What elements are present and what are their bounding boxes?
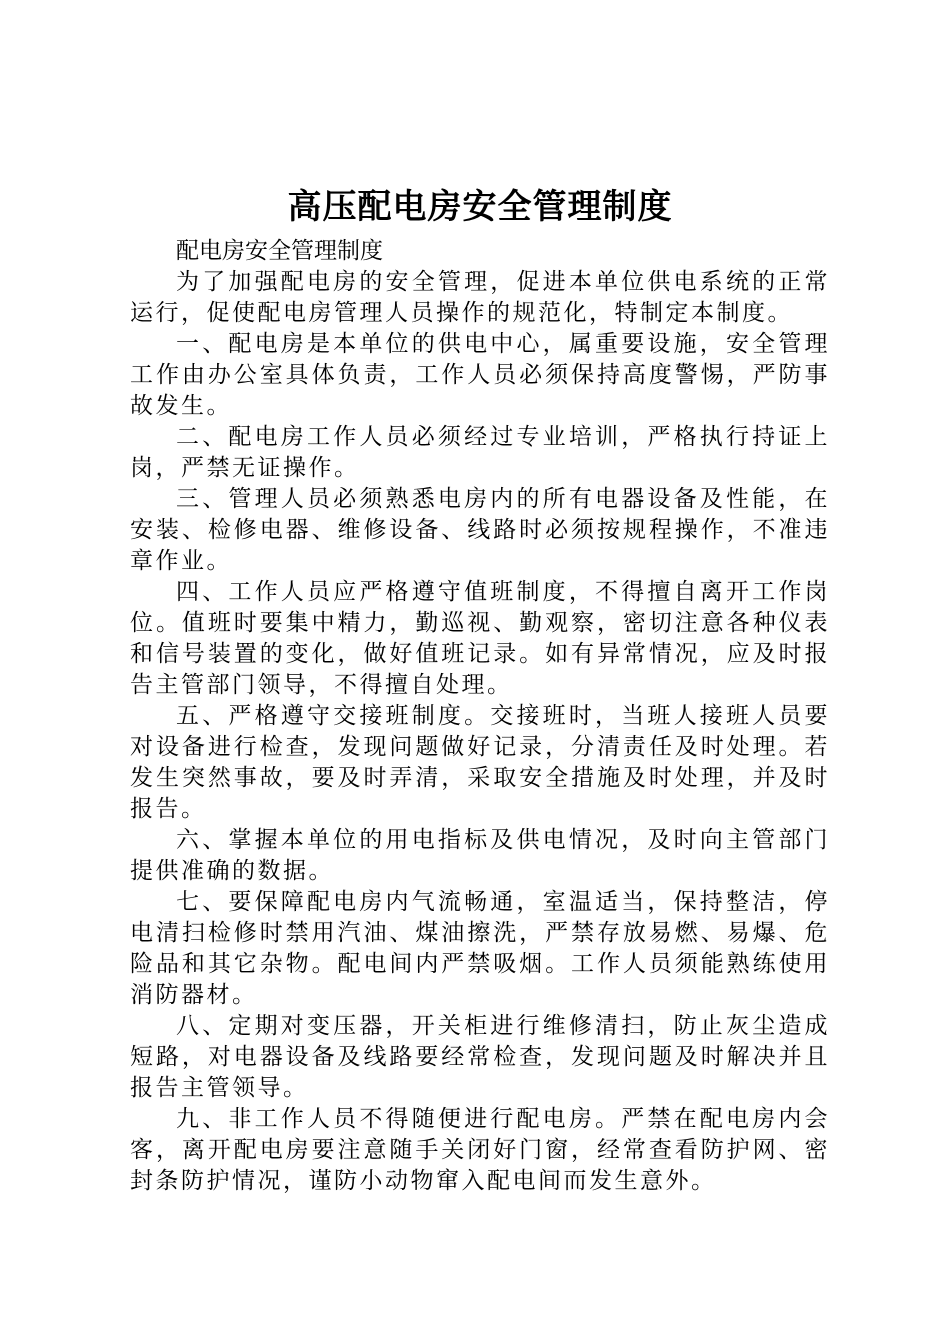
paragraph-rule-7: 七、要保障配电房内气流畅通，室温适当，保持整洁，停电清扫检修时禁用汽油、煤油擦洗，严禁存放易燃、易爆、危险品和其它杂物。配电间内严禁吸烟。工作人员须能熟练使用消防器材。	[130, 889, 830, 1008]
paragraph-rule-5: 五、严格遵守交接班制度。交接班时，当班人接班人员要对设备进行检查，发现问题做好记录，分清责任及时处理。若发生突然事故，要及时弄清，采取安全措施及时处理，并及时报告。	[130, 703, 830, 822]
paragraph-rule-3: 三、管理人员必须熟悉电房内的所有电器设备及性能，在安装、检修电器、维修设备、线路时必须按规程操作，不准违章作业。	[130, 486, 830, 574]
paragraph-rule-1: 一、配电房是本单位的供电中心，属重要设施，安全管理工作由办公室具体负责，工作人员必须保持高度警惕，严防事故发生。	[130, 331, 830, 419]
document-title: 高压配电房安全管理制度	[287, 187, 673, 227]
document-page	[130, 182, 830, 1197]
paragraph-rule-8: 八、定期对变压器，开关柜进行维修清扫，防止灰尘造成短路，对电器设备及线路要经常检查，发现问题及时解决并且报告主管领导。	[130, 1013, 830, 1101]
document-subtitle: 配电房安全管理制度	[176, 238, 383, 264]
paragraph-rule-4: 四、工作人员应严格遵守值班制度，不得擅自离开工作岗位。值班时要集中精力，勤巡视、勤观察，密切注意各种仪表和信号装置的变化，做好值班记录。如有异常情况，应及时报告主管部门领导，不得擅自处理。	[130, 579, 830, 698]
paragraph-intro: 为了加强配电房的安全管理，促进本单位供电系统的正常运行，促使配电房管理人员操作的规范化，特制定本制度。	[130, 269, 830, 326]
paragraph-rule-2: 二、配电房工作人员必须经过专业培训，严格执行持证上岗，严禁无证操作。	[130, 424, 830, 481]
paragraph-rule-6: 六、掌握本单位的用电指标及供电情况，及时向主管部门提供准确的数据。	[130, 827, 830, 884]
paragraph-rule-9: 九、非工作人员不得随便进行配电房。严禁在配电房内会客，离开配电房要注意随手关闭好门窗，经常查看防护网、密封条防护情况，谨防小动物窜入配电间而发生意外。	[130, 1106, 830, 1194]
